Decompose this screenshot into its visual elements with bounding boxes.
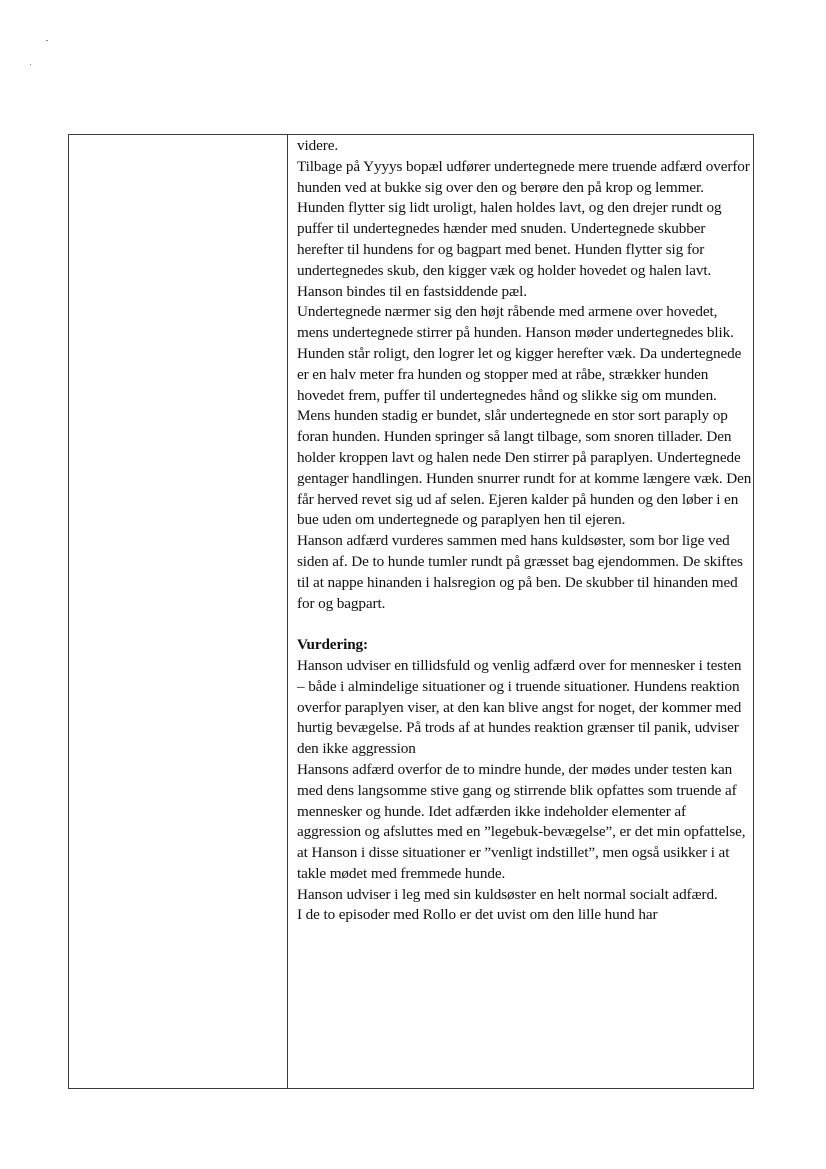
paragraph-handling-test: Tilbage på Yyyys bopæl udfører undertegnede mere truende adfærd overfor hunden ved at bukke sig over den og berøre den på krop og lemmer. Hunden flytter sig lidt uroligt, halen holdes lavt, og den drejer rundt og puffer til undertegnedes hænder med snuden. Undertegnede skubber herefter til hundens for og bagpart med benet. Hunden flytter sig for undertegnedes skub, den kigger væk og holder hovedet og halen lavt. Hanson bindes til en fastsiddende pæl. bbox=[297, 157, 750, 300]
section-heading: Vurdering: bbox=[297, 636, 369, 654]
paragraph-spacer bbox=[297, 614, 752, 635]
scan-speck bbox=[46, 40, 48, 41]
paragraph-assessment-people: Hanson udviser en tillidsfuld og venlig adfærd over for mennesker i testen – både i almindelige situationer og i truende situationer. Hundens reaktion overfor paraplyen viser, at den kan blive angst for noget, der kommer med hurtig bevægelse. På trods af at hundes reaktion grænser til panik, udviser den ikke aggression bbox=[297, 656, 742, 758]
column-divider bbox=[287, 134, 288, 1089]
paragraph-assessment-dogs: Hansons adfærd overfor de to mindre hunde, der mødes under testen kan med dens langsomme stive gang og stirrende blik opfattes som truende af mennesker og hunde. Idet adfærden ikke indeholder elementer af aggression og afsluttes med en ”legebuk-bevægelse”, er det min opfattelse, at Hanson i disse situationer er ”venligt indstillet”, men også usikker i at takle mødet med fremmede hunde. bbox=[297, 760, 746, 882]
paragraph-assessment-play: Hanson udviser i leg med sin kuldsøster en helt normal socialt adfærd. bbox=[297, 885, 718, 903]
paragraph-approach-test: Undertegnede nærmer sig den højt råbende med armene over hovedet, mens undertegnede stirrer på hunden. Hanson møder undertegnedes blik. Hunden står roligt, den logrer let og kigger herefter væk. Da undertegnede er en halv meter fra hunden og stopper med at råbe, strækker hunden hovedet frem, puffer til undertegnedes hånd og slikke sig om munden. bbox=[297, 303, 742, 404]
paragraph-assessment-rollo: I de to episoder med Rollo er det uvist om den lille hund har bbox=[297, 906, 658, 924]
table-right-cell bbox=[297, 136, 752, 1086]
paragraph-sibling-play: Hanson adfærd vurderes sammen med hans kuldsøster, som bor lige ved siden af. De to hunde tumler rundt på græsset bag ejendommen. De skiftes til at nappe hinanden i halsregion og på ben. De skubber til hinanden med for og bagpart. bbox=[297, 532, 743, 612]
table-left-cell bbox=[69, 135, 286, 1088]
paragraph-umbrella-test: Mens hunden stadig er bundet, slår undertegnede en stor sort paraply op foran hunden. Hunden springer så langt tilbage, som snoren tillader. Den holder kroppen lavt og halen nede Den stirrer på paraplyen. Undertegnede gentager handlingen. Hunden snurrer rundt for at komme længere væk. Den får herved revet sig ud af selen. Ejeren kalder på hunden og den løber i en bue uden om undertegnede og paraplyen hen til ejeren. bbox=[297, 407, 752, 529]
paragraph-continuation: videre. bbox=[297, 137, 339, 154]
scan-speck bbox=[30, 64, 31, 65]
